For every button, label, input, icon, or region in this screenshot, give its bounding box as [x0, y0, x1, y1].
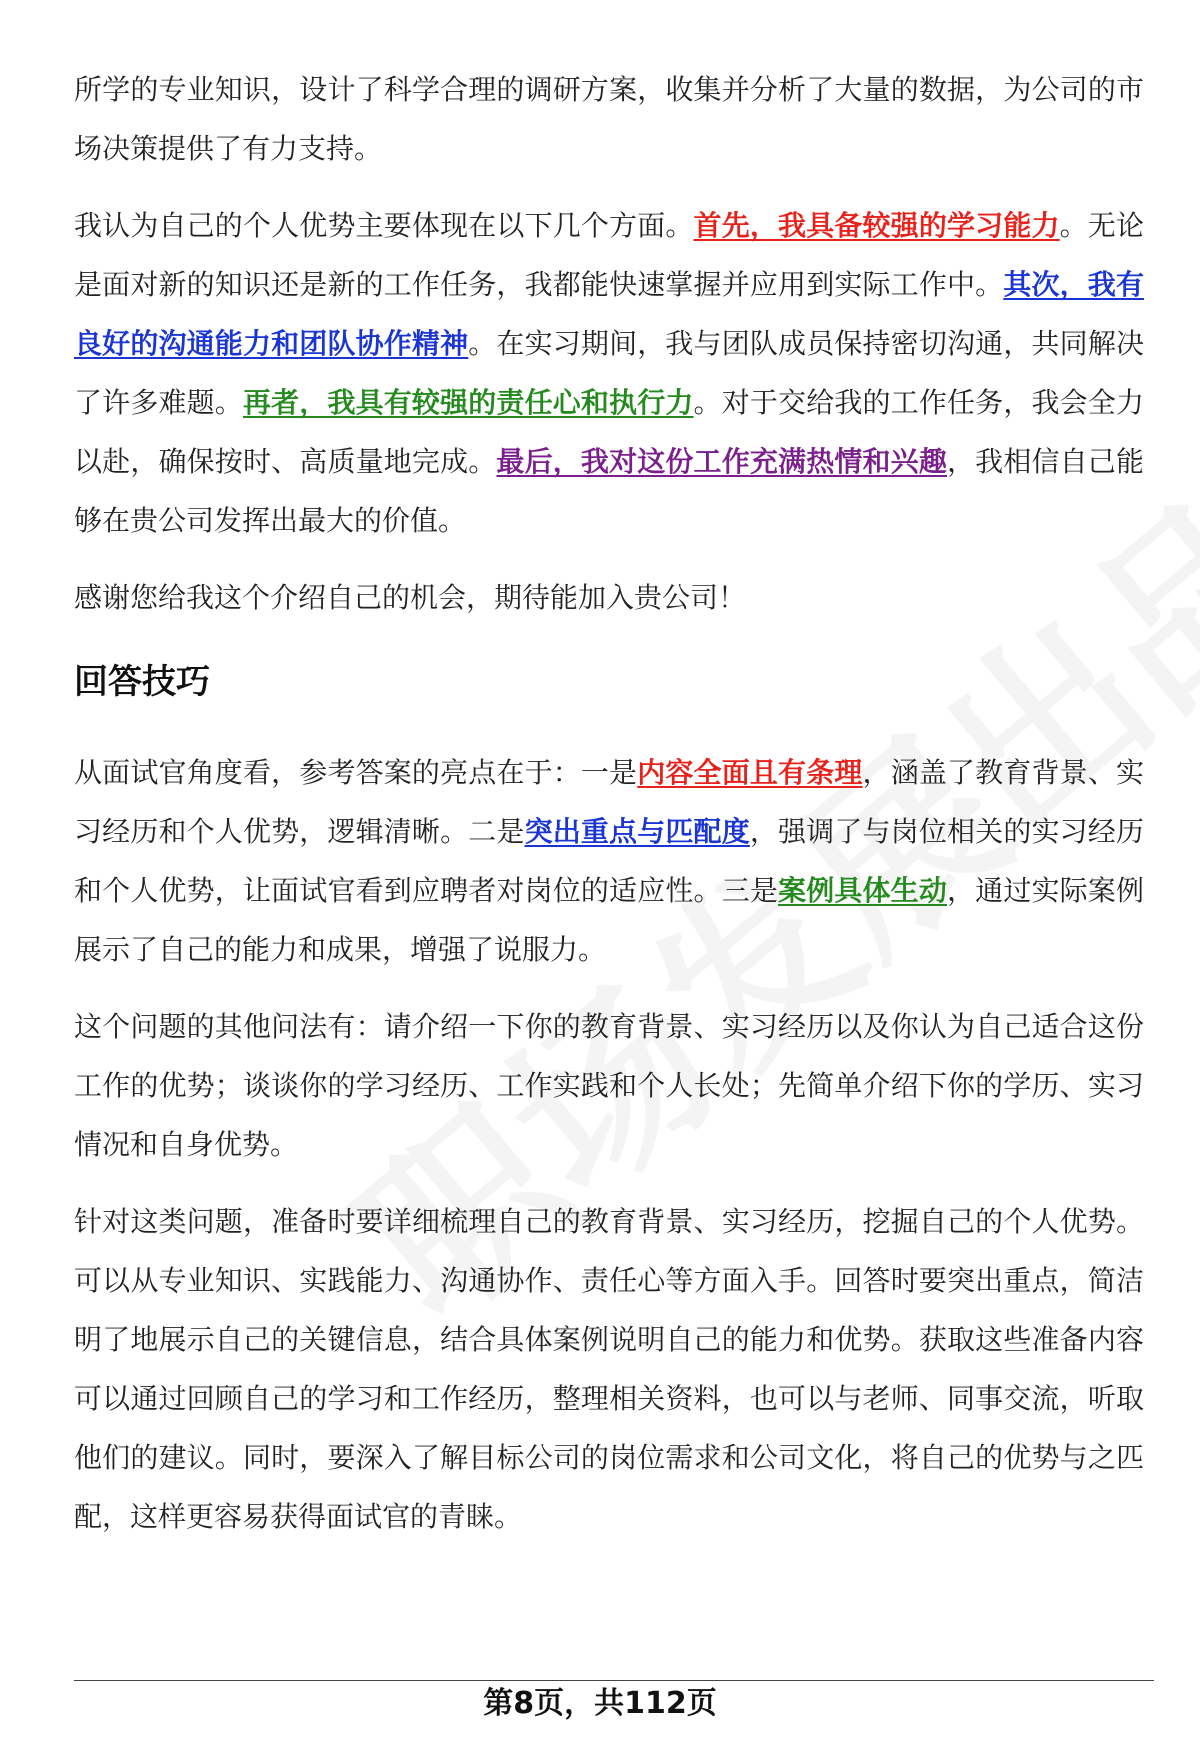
paragraph-thanks	[74, 568, 1144, 627]
paragraph-text: ，强调了与岗位相关的实习经历和个人优势，让面试官看到应聘者对岗位的适应性。三是	[74, 815, 1144, 907]
highlight-responsibility: 再者，我具有较强的责任心和执行力	[242, 386, 694, 419]
paragraph-strengths	[74, 196, 1144, 550]
paragraph-text: 从面试官角度看，参考答案的亮点在于：一是	[74, 756, 638, 789]
highlight-learning-ability: 首先，我具备较强的学习能力	[693, 209, 1060, 242]
paragraph-text: 。无论是面对新的知识还是新的工作任务，我都能快速掌握并应用到实际工作中。	[74, 209, 1144, 301]
page-number: 第8页，共112页	[483, 1686, 717, 1721]
highlight-focus-match: 突出重点与匹配度	[524, 815, 750, 848]
paragraph-text: ，我相信自己能够在贵公司发挥出最大的价值。	[74, 445, 1144, 537]
highlight-communication: 其次，我有良好的沟通能力和团队协作精神	[74, 268, 1144, 360]
tips-paragraph-preparation	[74, 1192, 1144, 1546]
paragraph-text: 我认为自己的个人优势主要体现在以下几个方面。	[74, 209, 694, 242]
section-title: 回答技巧	[74, 662, 210, 702]
highlight-comprehensive: 内容全面且有条理	[637, 756, 863, 789]
paragraph-text: ，通过实际案例展示了自己的能力和成果，增强了说服力。	[74, 874, 1144, 966]
tips-paragraph-alternatives	[74, 997, 1144, 1174]
document-body	[74, 60, 1144, 1546]
paragraph-text: 。对于交给我的工作任务，我会全力以赴，确保按时、高质量地完成。	[74, 386, 1144, 478]
paragraph-text: 感谢您给我这个介绍自己的机会，期待能加入贵公司！	[74, 581, 747, 614]
paragraph-text: ，涵盖了教育背景、实习经历和个人优势，逻辑清晰。二是	[74, 756, 1144, 848]
highlight-passion: 最后，我对这份工作充满热情和兴趣	[496, 445, 947, 478]
paragraph-text: 这个问题的其他问法有：请介绍一下你的教育背景、实习经历以及你认为自己适合这份工作的优势；谈谈你的学习经历、工作实践和个人长处；先简单介绍下你的学历、实习情况和自身优势。	[74, 1010, 1144, 1161]
paragraph-text: 所学的专业知识，设计了科学合理的调研方案，收集并分析了大量的数据，为公司的市场决策提供了有力支持。	[74, 73, 1144, 165]
paragraph-text: 。在实习期间，我与团队成员保持密切沟通，共同解决了许多难题。	[74, 327, 1144, 419]
tips-paragraph-highlights	[74, 743, 1144, 979]
footer-divider	[74, 1680, 1154, 1681]
paragraph-text: 针对这类问题，准备时要详细梳理自己的教育背景、实习经历，挖掘自己的个人优势。可以从专业知识、实践能力、沟通协作、责任心等方面入手。回答时要突出重点，简洁明了地展示自己的关键信息，结合具体案例说明自己的能力和优势。获取这些准备内容可以通过回顾自己的学习和工作经历，整理相关资料，也可以与老师、同事交流，听取他们的建议。同时，要深入了解目标公司的岗位需求和公司文化，将自己的优势与之匹配，这样更容易获得面试官的青睐。	[74, 1205, 1144, 1533]
paragraph-research	[74, 60, 1144, 178]
highlight-vivid-cases: 案例具体生动	[778, 874, 947, 907]
